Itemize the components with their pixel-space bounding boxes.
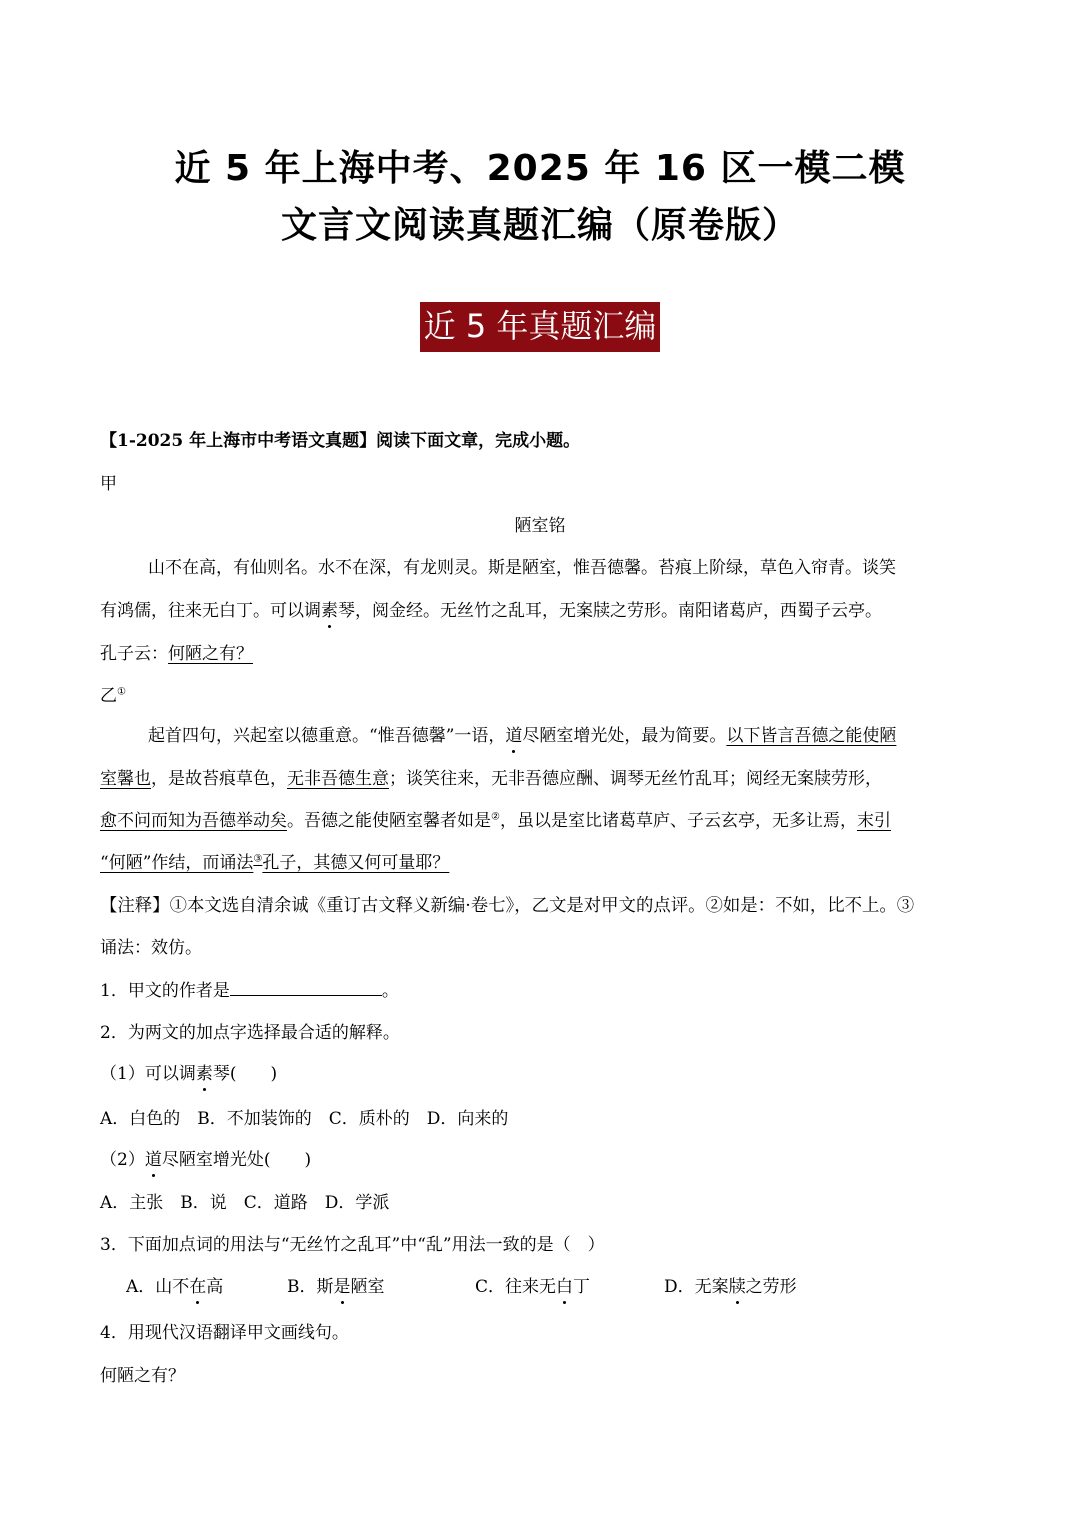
passage-yi-line-2: 室馨也，是故苔痕草色，无非吾德生意；谈笑往来，无非吾德应酬、调琴无丝竹乱耳；阅经无案牍劳形， — [100, 769, 882, 789]
question-2-2: （2）道尽陋室增光处( ) — [100, 1150, 312, 1170]
notes-line-2: 诵法：效仿。 — [100, 938, 202, 958]
question-3: 3．下面加点词的用法与“无丝竹之乱耳”中“乱”用法一致的是（ ） — [100, 1235, 605, 1255]
question-2: 2．为两文的加点字选择最合适的解释。 — [100, 1023, 400, 1043]
question-4: 4．用现代汉语翻译甲文画线句。 — [100, 1323, 349, 1343]
emphasis-dot-dao: 道 — [505, 726, 523, 746]
underlined-sentence: 何陋之有？ — [168, 644, 253, 664]
passage-yi-line-4: “何陋”作结，而诵法③孔子，其德又何可量耶？ — [100, 853, 450, 873]
document-title-line-2: 文言文阅读真题汇编（原卷版） — [280, 205, 799, 246]
question-3-option-b: B．斯是陋室 — [287, 1277, 385, 1297]
question-4-item: 何陋之有？ — [100, 1366, 185, 1386]
answer-blank[interactable] — [230, 981, 382, 996]
footnote-mark-1: ① — [117, 686, 126, 698]
question-3-option-c: C．往来无白丁 — [475, 1277, 591, 1297]
question-1: 1．甲文的作者是 。 — [100, 981, 399, 1001]
section-heading: 近 5 年真题汇编 — [420, 302, 661, 352]
question-2-2-options: A．主张 B．说 C．道路 D．学派 — [100, 1193, 390, 1213]
document-title-line-1: 近 5 年上海中考、2025 年 16 区一模二模 — [174, 148, 906, 189]
passage-yi-line-1: 起首四句，兴起室以德重意。“惟吾德馨”一语，道尽陋室增光处，最为简要。以下皆言吾德之能使陋 — [148, 726, 897, 746]
question-3-option-d: D．无案牍之劳形 — [664, 1277, 797, 1297]
question-3-option-a: A．山不在高 — [126, 1277, 224, 1297]
question-2-1-options: A．白色的 B．不加装饰的 C．质朴的 D．向来的 — [100, 1109, 509, 1129]
footnote-mark-3: ③ — [253, 853, 263, 865]
notes-line-1: 【注释】①本文选自清余诚《重订古文释义新编·卷七》，乙文是对甲文的点评。②如是：不如，比不上。③ — [100, 896, 915, 916]
footnote-mark-2: ② — [491, 811, 500, 823]
question-2-1: （1）可以调素琴( ) — [100, 1064, 278, 1084]
passage-yi-line-3: 愈不问而知为吾德举动矣。吾德之能使陋室馨者如是②，虽以是室比诸葛草庐、子云玄亭，无多让焉，末引 — [100, 811, 891, 831]
passage-jia-line-3: 孔子云：何陋之有？ — [100, 644, 253, 664]
emphasis-dot-su: 素 — [321, 601, 338, 621]
passage-jia-line-2: 有鸿儒，往来无白丁。可以调素琴，阅金经。无丝竹之乱耳，无案牍之劳形。南阳诸葛庐，西蜀子云亭。 — [100, 601, 882, 621]
poem-title: 陋室铭 — [514, 516, 566, 536]
question-header: 【1-2025 年上海市中考语文真题】阅读下面文章，完成小题。 — [100, 431, 581, 451]
passage-yi-label: 乙① — [100, 686, 126, 706]
emphasis-dot-su-q: 素 — [195, 1064, 213, 1084]
passage-jia-label: 甲 — [100, 474, 117, 494]
section-heading-wrapper — [0, 302, 1080, 352]
passage-jia-line-1: 山不在高，有仙则名。水不在深，有龙则灵。斯是陋室，惟吾德馨。苔痕上阶绿，草色入帘青。谈笑 — [148, 558, 896, 578]
emphasis-dot-dao-q: 道 — [144, 1150, 162, 1170]
